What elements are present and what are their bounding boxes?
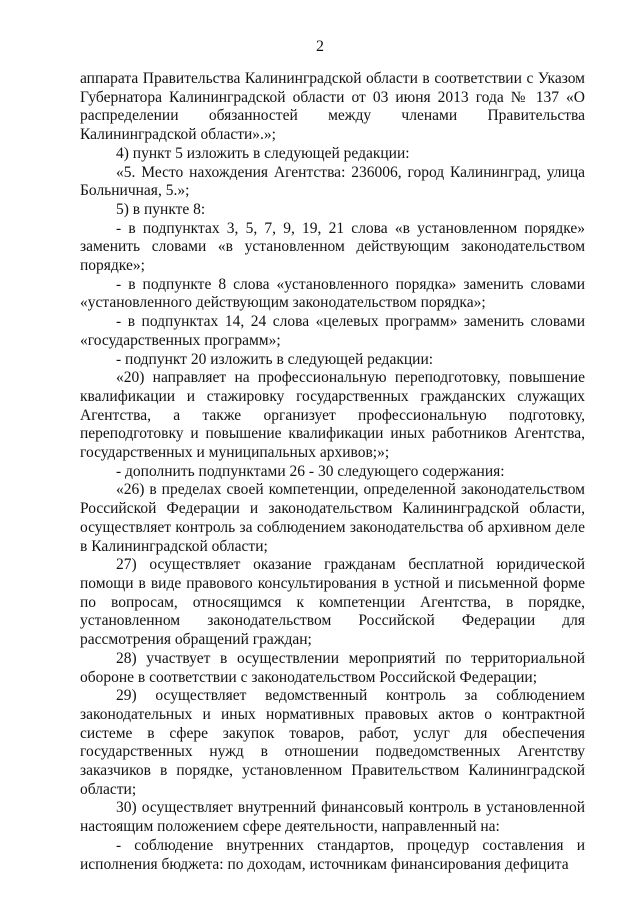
paragraph: - в подпункте 8 слова «установленного порядка» заменить словами «установленного действующим законодательством порядка»; xyxy=(80,275,585,312)
paragraph: 28) участвует в осуществлении мероприятий по территориальной обороне в соответствии с законодательством Российской Федерации; xyxy=(80,649,585,686)
paragraph: 27) осуществляет оказание гражданам бесплатной юридической помощи в виде правового консультирования в устной и письменной форме по вопросам, относящимся к компетенции Агентства, в порядке, установленном законодательством Российской Федерации для рассмотрения обращений граждан; xyxy=(80,556,585,649)
paragraph: - в подпунктах 14, 24 слова «целевых программ» заменить словами «государственных программ»; xyxy=(80,313,585,349)
paragraph: аппарата Правительства Калининградской области в соответствии с Указом Губернатора Калининградской области от 03 июня 2013 года № 137 «О распределении обязанностей между членами Правительства Калининградской области».»; xyxy=(80,70,585,144)
paragraph: 4) пункт 5 изложить в следующей редакции: xyxy=(116,144,410,162)
paragraph: - подпункт 20 изложить в следующей редакции: xyxy=(116,350,434,368)
paragraph: - соблюдение внутренних стандартов, процедур составления и исполнения бюджета: по доходам, источникам финансирования дефицита xyxy=(80,836,585,873)
paragraph: «5. Место нахождения Агентства: 236006, город Калининград, улица Больничная, 5.»; xyxy=(80,163,585,200)
paragraph: «20) направляет на профессиональную переподготовку, повышение квалификации и стажировку государственных гражданских служащих Агентства, а также организует профессиональную подготовку, переподготовку и повышение квалификации иных работников Агентства, государственных и муниципальных архивов;»; xyxy=(80,369,585,462)
paragraph: 30) осуществляет внутренний финансовый контроль в установленной настоящим положением сфере деятельности, направленный на: xyxy=(80,799,585,836)
paragraph: «26) в пределах своей компетенции, определенной законодательством Российской Федерации и законодательством Калининградской области, осуществляет контроль за соблюдением законодательства об архивном деле в Калининградской области; xyxy=(80,481,585,555)
paragraph: 5) в пункте 8: xyxy=(116,200,206,218)
paragraph: 29) осуществляет ведомственный контроль за соблюдением законодательных и иных нормативных правовых актов о контрактной системе в сфере закупок товаров, работ, услуг для обеспечения государственных нужд в отношении подведомственных Агентству заказчиков в порядке, установленном Правительством Калининградской области; xyxy=(80,687,585,798)
paragraph: - дополнить подпунктами 26 - 30 следующего содержания: xyxy=(116,462,505,480)
page-number: 2 xyxy=(316,38,324,55)
document-body xyxy=(80,70,585,874)
paragraph: - в подпунктах 3, 5, 7, 9, 19, 21 слова «в установленном порядке» заменить словами «в установленном действующим законодательством порядке»; xyxy=(80,219,585,275)
